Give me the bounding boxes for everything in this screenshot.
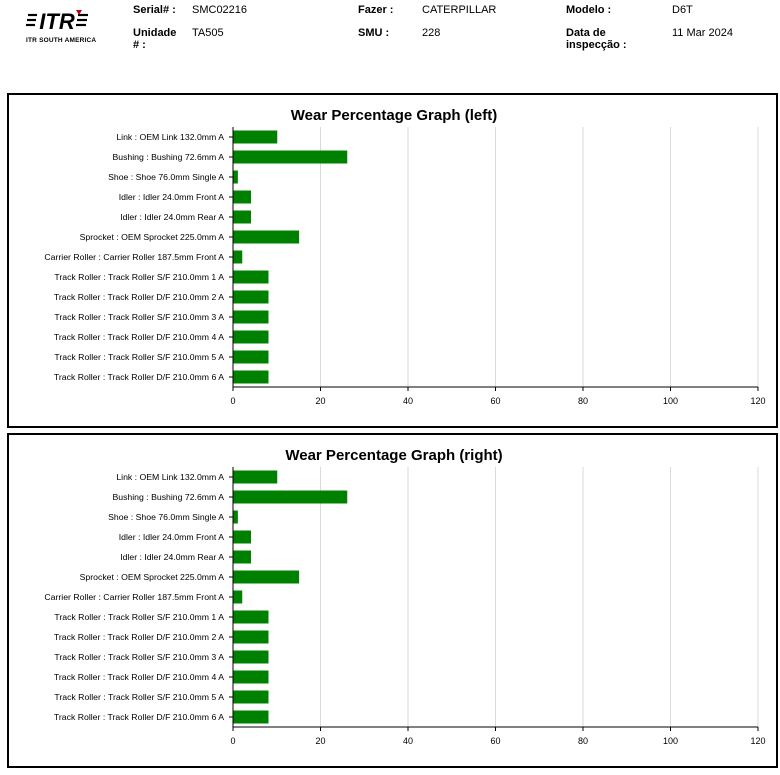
smu-value: 228 <box>422 27 441 39</box>
category-label: Sprocket : OEM Sprocket 225.0mm A <box>79 232 224 242</box>
bar <box>234 491 348 504</box>
unit-label-line2: # : <box>133 39 146 51</box>
unit-value: TA505 <box>192 27 224 39</box>
date-value: 11 Mar 2024 <box>672 27 733 39</box>
category-label: Sprocket : OEM Sprocket 225.0mm A <box>79 572 224 582</box>
unit-label <box>133 27 176 51</box>
chart-title: Wear Percentage Graph (right) <box>285 447 503 464</box>
make-label: Fazer : <box>358 4 394 16</box>
bar <box>234 351 269 364</box>
category-label: Track Roller : Track Roller D/F 210.0mm 2 A <box>53 632 224 642</box>
bar <box>234 191 252 204</box>
category-label: Track Roller : Track Roller D/F 210.0mm 6 A <box>53 712 224 722</box>
bar <box>234 231 300 244</box>
category-label: Carrier Roller : Carrier Roller 187.5mm Front A <box>44 592 224 602</box>
x-tick-label: 20 <box>315 736 326 746</box>
x-tick-label: 40 <box>402 736 414 746</box>
category-label: Track Roller : Track Roller S/F 210.0mm 3 A <box>54 312 224 322</box>
bar <box>234 211 252 224</box>
category-label: Carrier Roller : Carrier Roller 187.5mm Front A <box>44 252 224 262</box>
smu-label: SMU : <box>358 27 390 39</box>
x-tick-label: 80 <box>577 396 589 406</box>
category-label: Track Roller : Track Roller S/F 210.0mm 1 A <box>54 612 224 622</box>
category-label: Shoe : Shoe 76.0mm Single A <box>108 512 224 522</box>
category-label: Track Roller : Track Roller D/F 210.0mm 2 A <box>53 292 224 302</box>
wear-chart-left <box>9 95 776 426</box>
bar <box>234 611 269 624</box>
bar <box>234 591 243 604</box>
bar <box>234 311 269 324</box>
model-value: D6T <box>672 4 693 16</box>
category-label: Link : OEM Link 132.0mm A <box>116 472 224 482</box>
date-label-line2: inspecção : <box>566 39 627 51</box>
bar <box>234 171 238 184</box>
date-label-line1: Data de <box>566 27 606 39</box>
bar <box>234 531 252 544</box>
x-tick-label: 60 <box>490 736 501 746</box>
bar <box>234 651 269 664</box>
unit-label-line1: Unidade <box>133 27 177 39</box>
x-tick-label: 120 <box>750 396 766 406</box>
x-tick-label: 0 <box>230 396 236 406</box>
bar <box>234 371 269 384</box>
date-label <box>566 27 627 51</box>
itr-logo-mark <box>26 6 90 36</box>
bar <box>234 151 348 164</box>
bar <box>234 131 278 144</box>
category-label: Track Roller : Track Roller D/F 210.0mm 4 A <box>53 672 224 682</box>
chart-panel-right <box>7 433 778 768</box>
category-label: Bushing : Bushing 72.6mm A <box>112 492 224 502</box>
bar <box>234 711 269 724</box>
model-label: Modelo : <box>566 4 612 16</box>
serial-value: SMC02216 <box>192 4 248 16</box>
bar <box>234 671 269 684</box>
bar <box>234 271 269 284</box>
itr-logo <box>26 6 96 48</box>
category-label: Idler : Idler 24.0mm Rear A <box>120 552 224 562</box>
category-label: Track Roller : Track Roller D/F 210.0mm 4 A <box>53 332 224 342</box>
bar <box>234 291 269 304</box>
logo-text: ITR <box>39 9 75 34</box>
x-tick-label: 100 <box>662 736 679 746</box>
category-label: Track Roller : Track Roller S/F 210.0mm 3 A <box>54 652 224 662</box>
category-label: Track Roller : Track Roller S/F 210.0mm 5 A <box>54 352 224 362</box>
category-label: Track Roller : Track Roller S/F 210.0mm 5 A <box>54 692 224 702</box>
category-label: Idler : Idler 24.0mm Front A <box>118 192 224 202</box>
category-label: Bushing : Bushing 72.6mm A <box>112 152 224 162</box>
wear-chart-right <box>9 435 776 766</box>
bar <box>234 511 238 524</box>
bar <box>234 251 243 264</box>
category-label: Shoe : Shoe 76.0mm Single A <box>108 172 224 182</box>
chart-panel-left <box>7 93 778 428</box>
x-tick-label: 40 <box>402 396 414 406</box>
x-tick-label: 80 <box>577 736 589 746</box>
x-tick-label: 20 <box>315 396 326 406</box>
bar <box>234 691 269 704</box>
make-value: CATERPILLAR <box>422 4 497 16</box>
category-label: Idler : Idler 24.0mm Front A <box>118 532 224 542</box>
chart-title: Wear Percentage Graph (left) <box>290 107 498 124</box>
x-tick-label: 120 <box>750 736 766 746</box>
bar <box>234 551 252 564</box>
bar <box>234 631 269 644</box>
category-label: Track Roller : Track Roller D/F 210.0mm 6 A <box>53 372 224 382</box>
x-tick-label: 100 <box>662 396 679 406</box>
logo-subtitle: ITR SOUTH AMERICA <box>26 37 97 44</box>
bar <box>234 471 278 484</box>
serial-label: Serial# : <box>133 4 176 16</box>
bar <box>234 571 300 584</box>
category-label: Link : OEM Link 132.0mm A <box>116 132 224 142</box>
category-label: Track Roller : Track Roller S/F 210.0mm 1 A <box>54 272 224 282</box>
x-tick-label: 60 <box>490 396 501 406</box>
x-tick-label: 0 <box>230 736 236 746</box>
category-label: Idler : Idler 24.0mm Rear A <box>120 212 224 222</box>
bar <box>234 331 269 344</box>
